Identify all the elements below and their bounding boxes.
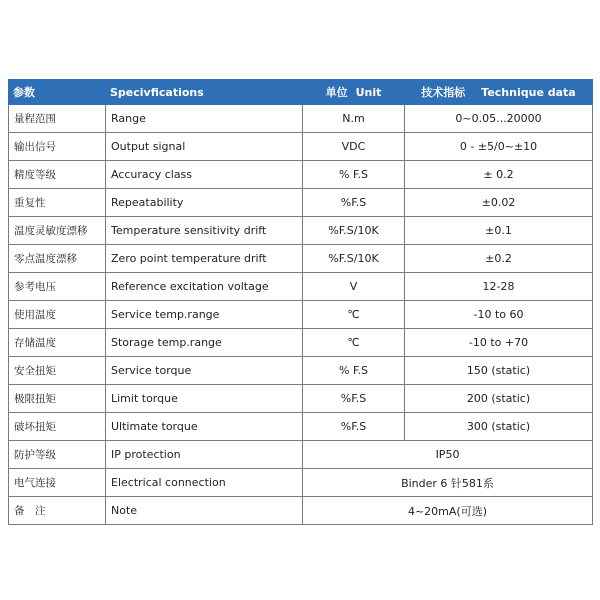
- header-parameter: 参数: [9, 80, 106, 105]
- param-value: 12-28: [405, 273, 593, 301]
- param-cn: 量程范围: [9, 105, 106, 133]
- table-row: [9, 413, 593, 441]
- param-cn: 防护等级: [9, 441, 106, 469]
- param-en: Reference excitation voltage: [106, 273, 303, 301]
- param-cn: 参考电压: [9, 273, 106, 301]
- header-unit: [303, 80, 405, 105]
- param-cn: 温度灵敏度漂移: [9, 217, 106, 245]
- param-en: Output signal: [106, 133, 303, 161]
- param-en: Temperature sensitivity drift: [106, 217, 303, 245]
- table-row: [9, 189, 593, 217]
- param-en: Range: [106, 105, 303, 133]
- param-value: -10 to 60: [405, 301, 593, 329]
- param-unit: N.m: [303, 105, 405, 133]
- table-row: [9, 161, 593, 189]
- header-unit-en: Unit: [355, 86, 382, 99]
- header-technique-data: [405, 80, 593, 105]
- param-cn: 输出信号: [9, 133, 106, 161]
- param-unit: % F.S: [303, 357, 405, 385]
- header-unit-cn: 单位: [325, 86, 348, 99]
- table-row: [9, 245, 593, 273]
- param-en: Ultimate torque: [106, 413, 303, 441]
- param-en: IP protection: [106, 441, 303, 469]
- param-value: 150 (static): [405, 357, 593, 385]
- param-unit: VDC: [303, 133, 405, 161]
- param-cn: 零点温度漂移: [9, 245, 106, 273]
- param-en: Service temp.range: [106, 301, 303, 329]
- table-row: [9, 217, 593, 245]
- param-cn: 电气连接: [9, 469, 106, 497]
- param-value: ±0.02: [405, 189, 593, 217]
- param-value: ±0.2: [405, 245, 593, 273]
- param-value: Binder 6 针581系: [303, 469, 593, 497]
- table-row: [9, 469, 593, 497]
- param-cn: 破坏扭矩: [9, 413, 106, 441]
- param-en: Limit torque: [106, 385, 303, 413]
- param-en: Service torque: [106, 357, 303, 385]
- param-en: Electrical connection: [106, 469, 303, 497]
- param-value: ± 0.2: [405, 161, 593, 189]
- param-value: 4~20mA(可选): [303, 497, 593, 525]
- table-row: [9, 385, 593, 413]
- param-unit: ℃: [303, 301, 405, 329]
- param-unit: ℃: [303, 329, 405, 357]
- param-value: ±0.1: [405, 217, 593, 245]
- param-value: 0 - ±5/0~±10: [405, 133, 593, 161]
- table-row: [9, 497, 593, 525]
- param-cn: 存储温度: [9, 329, 106, 357]
- table-row: [9, 301, 593, 329]
- param-cn: 备 注: [9, 497, 106, 525]
- header-technique-cn: 技术指标: [421, 86, 466, 99]
- param-value: IP50: [303, 441, 593, 469]
- param-cn: 极限扭矩: [9, 385, 106, 413]
- param-value: 300 (static): [405, 413, 593, 441]
- param-en: Accuracy class: [106, 161, 303, 189]
- table-row: [9, 357, 593, 385]
- param-value: 0~0.05...20000: [405, 105, 593, 133]
- param-value: 200 (static): [405, 385, 593, 413]
- table-row: [9, 441, 593, 469]
- param-cn: 使用温度: [9, 301, 106, 329]
- param-en: Repeatability: [106, 189, 303, 217]
- specification-table: [8, 79, 593, 525]
- param-unit: %F.S: [303, 413, 405, 441]
- param-unit: %F.S/10K: [303, 245, 405, 273]
- table-row: [9, 273, 593, 301]
- table-header-row: [9, 80, 593, 105]
- param-en: Zero point temperature drift: [106, 245, 303, 273]
- header-specifications: Specivfications: [106, 80, 303, 105]
- param-en: Note: [106, 497, 303, 525]
- table-row: [9, 133, 593, 161]
- table-row: [9, 105, 593, 133]
- param-value: -10 to +70: [405, 329, 593, 357]
- param-unit: V: [303, 273, 405, 301]
- param-unit: %F.S: [303, 189, 405, 217]
- param-cn: 精度等级: [9, 161, 106, 189]
- param-cn: 安全扭矩: [9, 357, 106, 385]
- param-unit: %F.S: [303, 385, 405, 413]
- param-unit: % F.S: [303, 161, 405, 189]
- header-technique-en: Technique data: [481, 86, 576, 99]
- param-unit: %F.S/10K: [303, 217, 405, 245]
- param-en: Storage temp.range: [106, 329, 303, 357]
- table-row: [9, 329, 593, 357]
- param-cn: 重复性: [9, 189, 106, 217]
